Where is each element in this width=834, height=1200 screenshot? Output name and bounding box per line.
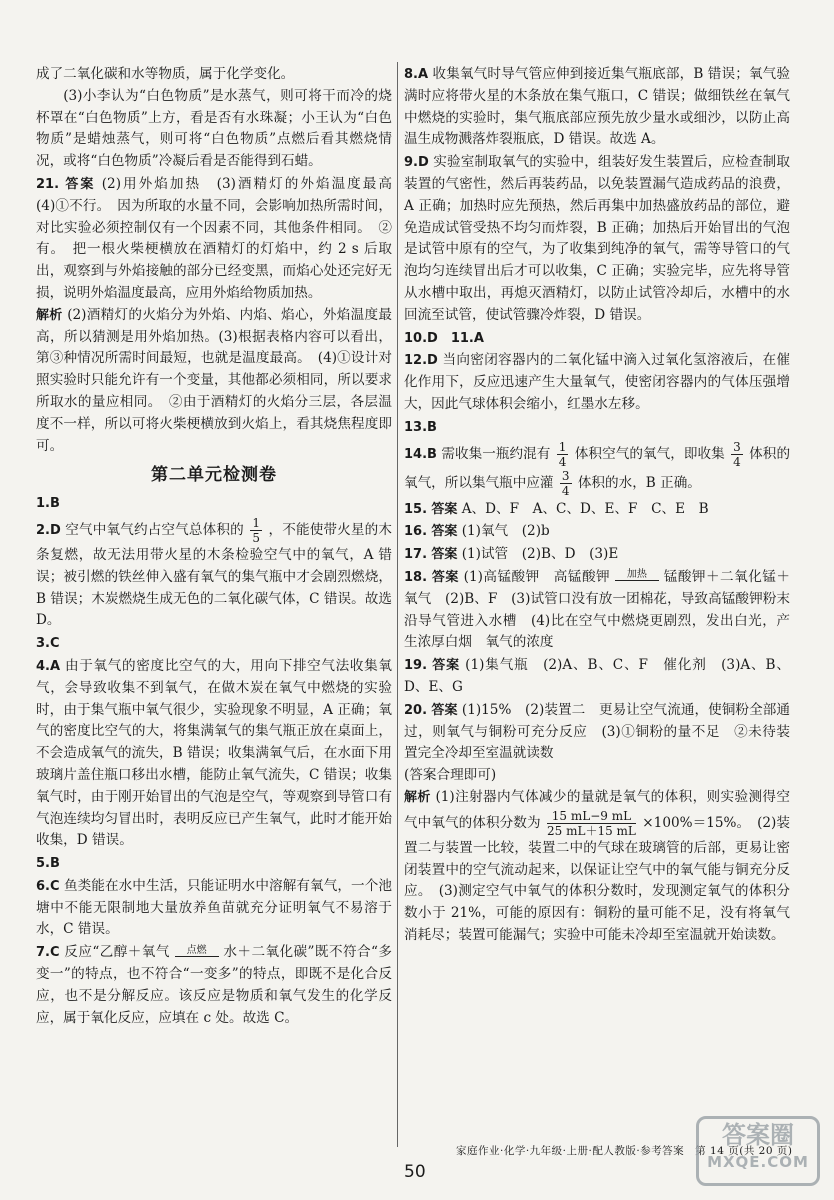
watermark-logo: 答案圈 MXQE.COM (696, 1116, 820, 1186)
paragraph: (3)小李认为“白色物质”是水蒸气，则可将干而冷的烧杯罩在“白色物质”上方，看是否有水珠凝；小王认为“白色物质”是蜡烛蒸气，则可将“白色物质”点燃后看其燃烧情况，或将“白色物质”冷凝后看是否能得到石蜡。 (36, 87, 392, 170)
answer-6: 6.C 鱼类能在水中生活，只能证明水中溶解有氧气，一个池塘中不能无限制地大量放养鱼苗就充分证明氧气不易溶于水，C 错误。 (36, 877, 392, 938)
left-column (36, 64, 406, 1029)
answer-17: 17. 答案 (1)试管 (2)B、D (3)E (404, 546, 619, 563)
answer-1: 1.B (36, 496, 60, 512)
analysis-20: 解析 (1)注射器内气体减少的量就是氧气的体积，则实验测得空气中氧气的体积分数为 $\frac{15 mL-9 mL}{25 mL+15 mL}$ ×100%＝15%。 (2)装置二与装置一比较，装置二中的气球在玻璃管的后部，更易让密闭装置中的空气流动起来，以保证让空气中的氧气能与铜充分反应。 (3)测定空气中氧气的体积分数时，发现测定氧气的体积分数小于 21%，可能的原因有：铜粉的量可能不足，没有将氧气消耗尽；装置可能漏气；实验中可能未冷却至室温就开始读数。 (404, 788, 790, 943)
answer-2: 2.D 空气中氧气约占空气总体积的 $\frac{1}{5}$ ，不能使带火星的木条复燃，故无法用带火星的木条检验空气中的氧气，A 错误；被引燃的铁丝伸入盛有氧气的集气瓶中才会剧烈燃烧，B 错误；木炭燃烧生成无色的二氧化碳气体，C 错误。故选 D。 (36, 515, 392, 629)
section-title: 第二单元检测卷 (151, 465, 277, 486)
answer-5: 5.B (36, 856, 60, 872)
answer-19: 19. 答案 (1)集气瓶 (2)A、B、C、F 催化剂 (3)A、B、D、E、G (404, 657, 790, 695)
answer-21: 21. 答案 (2)用外焰加热 (3)酒精灯的外焰温度最高 (4)①不行。 因为所取的水量不同，会影响加热所需时间，对比实验必须控制仅有一个因素不同，其他条件相同。 ②有。 把一根火柴梗横放在酒精灯的灯焰中，约 2 s 后取出，观察到与外焰接触的部分已经变黑，而焰心处还完好无损，说明外焰温度最高，应用外焰给物质加热。 (36, 175, 406, 301)
analysis-21: 解析 (2)酒精灯的火焰分为外焰、内焰、焰心，外焰温度最高，所以猜测是用外焰加热。(3)根据表格内容可以看出，第③种情况所需时间最短，也就是温度最高。 (4)①设计对照实验时只能允许有一个变量，其他都必须相同，所以要求所取水的量应相同。 ②由于酒精灯的火焰分三层，各层温度不一样，所以可将火柴梗横放到火焰上，看其烧焦程度即可。 (36, 306, 392, 454)
answer-9: 9.D 实验室制取氧气的实验中，组装好发生装置后，应检查制取装置的气密性，然后再装药品，以免装置漏气造成药品的浪费，A 正确；加热时应先预热，然后再集中加热盛放药品的部位，避免造成试管受热不均匀而炸裂，B 正确；加热后开始冒出的气泡是试管中原有的空气，为了收集到纯净的氧气，需等导管口的气泡均匀连续冒出后才可以收集，C 正确；实验完毕，应先将导管从水槽中取出，再熄灭酒精灯，以防止试管冷却后，水槽中的水回流至试管，使试管骤冷炸裂，D 错误。 (404, 154, 791, 323)
fraction: $\frac{1}{4}$ (558, 439, 567, 469)
column-divider (397, 62, 398, 1147)
answer-10-11: 10.D 11.A (404, 330, 484, 346)
answer-14: 14.B 需收集一瓶约混有 $\frac{1}{4}$ 体积空气的氧气，即收集 $\frac{3}{4}$ 体积的氧气，所以集气瓶中应灌 $\frac{3}{4}$ 体积的水，B 正确。 (404, 439, 791, 498)
answer-16: 16. 答案 (1)氧气 (2)b (404, 523, 550, 540)
answer-note: (答案合理即可) (404, 767, 497, 784)
page-footer: 家庭作业·化学·九年级·上册·配人教版·参考答案 第 14 页(共 20 页) (456, 1145, 793, 1157)
fraction: $\frac{1}{5}$ (252, 515, 260, 545)
page-number: 50 (404, 1162, 426, 1182)
answer-13: 13.B (404, 419, 437, 435)
answer-3: 3.C (36, 636, 60, 652)
right-column (404, 64, 790, 947)
answer-4: 4.A 由于氧气的密度比空气的大，用向下排空气法收集氧气，会导致收集不到氧气，在做木炭在氧气中燃烧的实验时，由于集气瓶中氧气很少，实验现象不明显，A 正确；氧气的密度比空气的大，将集满氧气的集气瓶正放在桌面上，不会造成氧气的流失，B 错误；收集满氧气后，在水面下用玻璃片盖住瓶口移出水槽，能防止氧气流失，C 错误；收集氧气时，由于刚开始冒出的气泡是空气，等观察到导管口有气泡连续均匀冒出时，表明反应已产生氧气，此时才能开始收集，D 错误。 (36, 657, 393, 849)
answer-20: 20. 答案 (1)15% (2)装置二 更易让空气流通，使铜粉全部通过，则氧气与铜粉可充分反应 (3)①铜粉的量不足 ②未待装置完全冷却至室温就读数 (404, 701, 790, 762)
fraction: $\frac{3}{4}$ (733, 439, 741, 469)
reaction-arrow: 点燃 (175, 946, 219, 960)
answer-12: 12.D 当向密闭容器内的二氧化锰中滴入过氧化氢溶液后，在催化作用下，反应迅速产生大量氧气，使密闭容器内的气体压强增大，因此气球体积会缩小，红墨水左移。 (404, 352, 791, 412)
answer-7: 7.C 反应“乙醇＋氧气 点燃 水＋二氧化碳”既不符合“多变一”的特点，也不符合“一变多”的特点，即既不是化合反应，也不是分解反应。该反应是物质和氧气发生的化学反应，属于氧化反应，应填在 c 处。故选 C。 (36, 944, 393, 1026)
answer-8: 8.A 收集氧气时导气管应伸到接近集气瓶底部，B 错误；氧气验满时应将带火星的木条放在集气瓶口，C 错误；做细铁丝在氧气中燃烧的实验时，集气瓶底部应预先放少量水或细沙，以防止高温生成物溅落炸裂瓶底，D 错误。故选 A。 (404, 66, 791, 148)
answer-15: 15. 答案 A、D、F A、C、D、E、F C、E B (404, 500, 709, 517)
fraction: $\frac{3}{4}$ (561, 468, 570, 498)
paragraph: 成了二氧化碳和水等物质，属于化学变化。 (36, 66, 295, 82)
answer-18: 18. 答案 (1)高锰酸钾 高锰酸钾 加热 锰酸钾＋二氧化锰＋氧气 (2)B、F (3)试管口没有放一团棉花，导致高锰酸钾粉末沿导气管进入水槽 (4)比在空气中燃烧更剧烈，发出白光，产生浓厚白烟 氧气的浓度 (404, 568, 790, 651)
fraction: $\frac{15 mL-9 mL}{25 mL+15 mL}$ (547, 808, 636, 838)
reaction-arrow: 加热 (615, 570, 659, 584)
